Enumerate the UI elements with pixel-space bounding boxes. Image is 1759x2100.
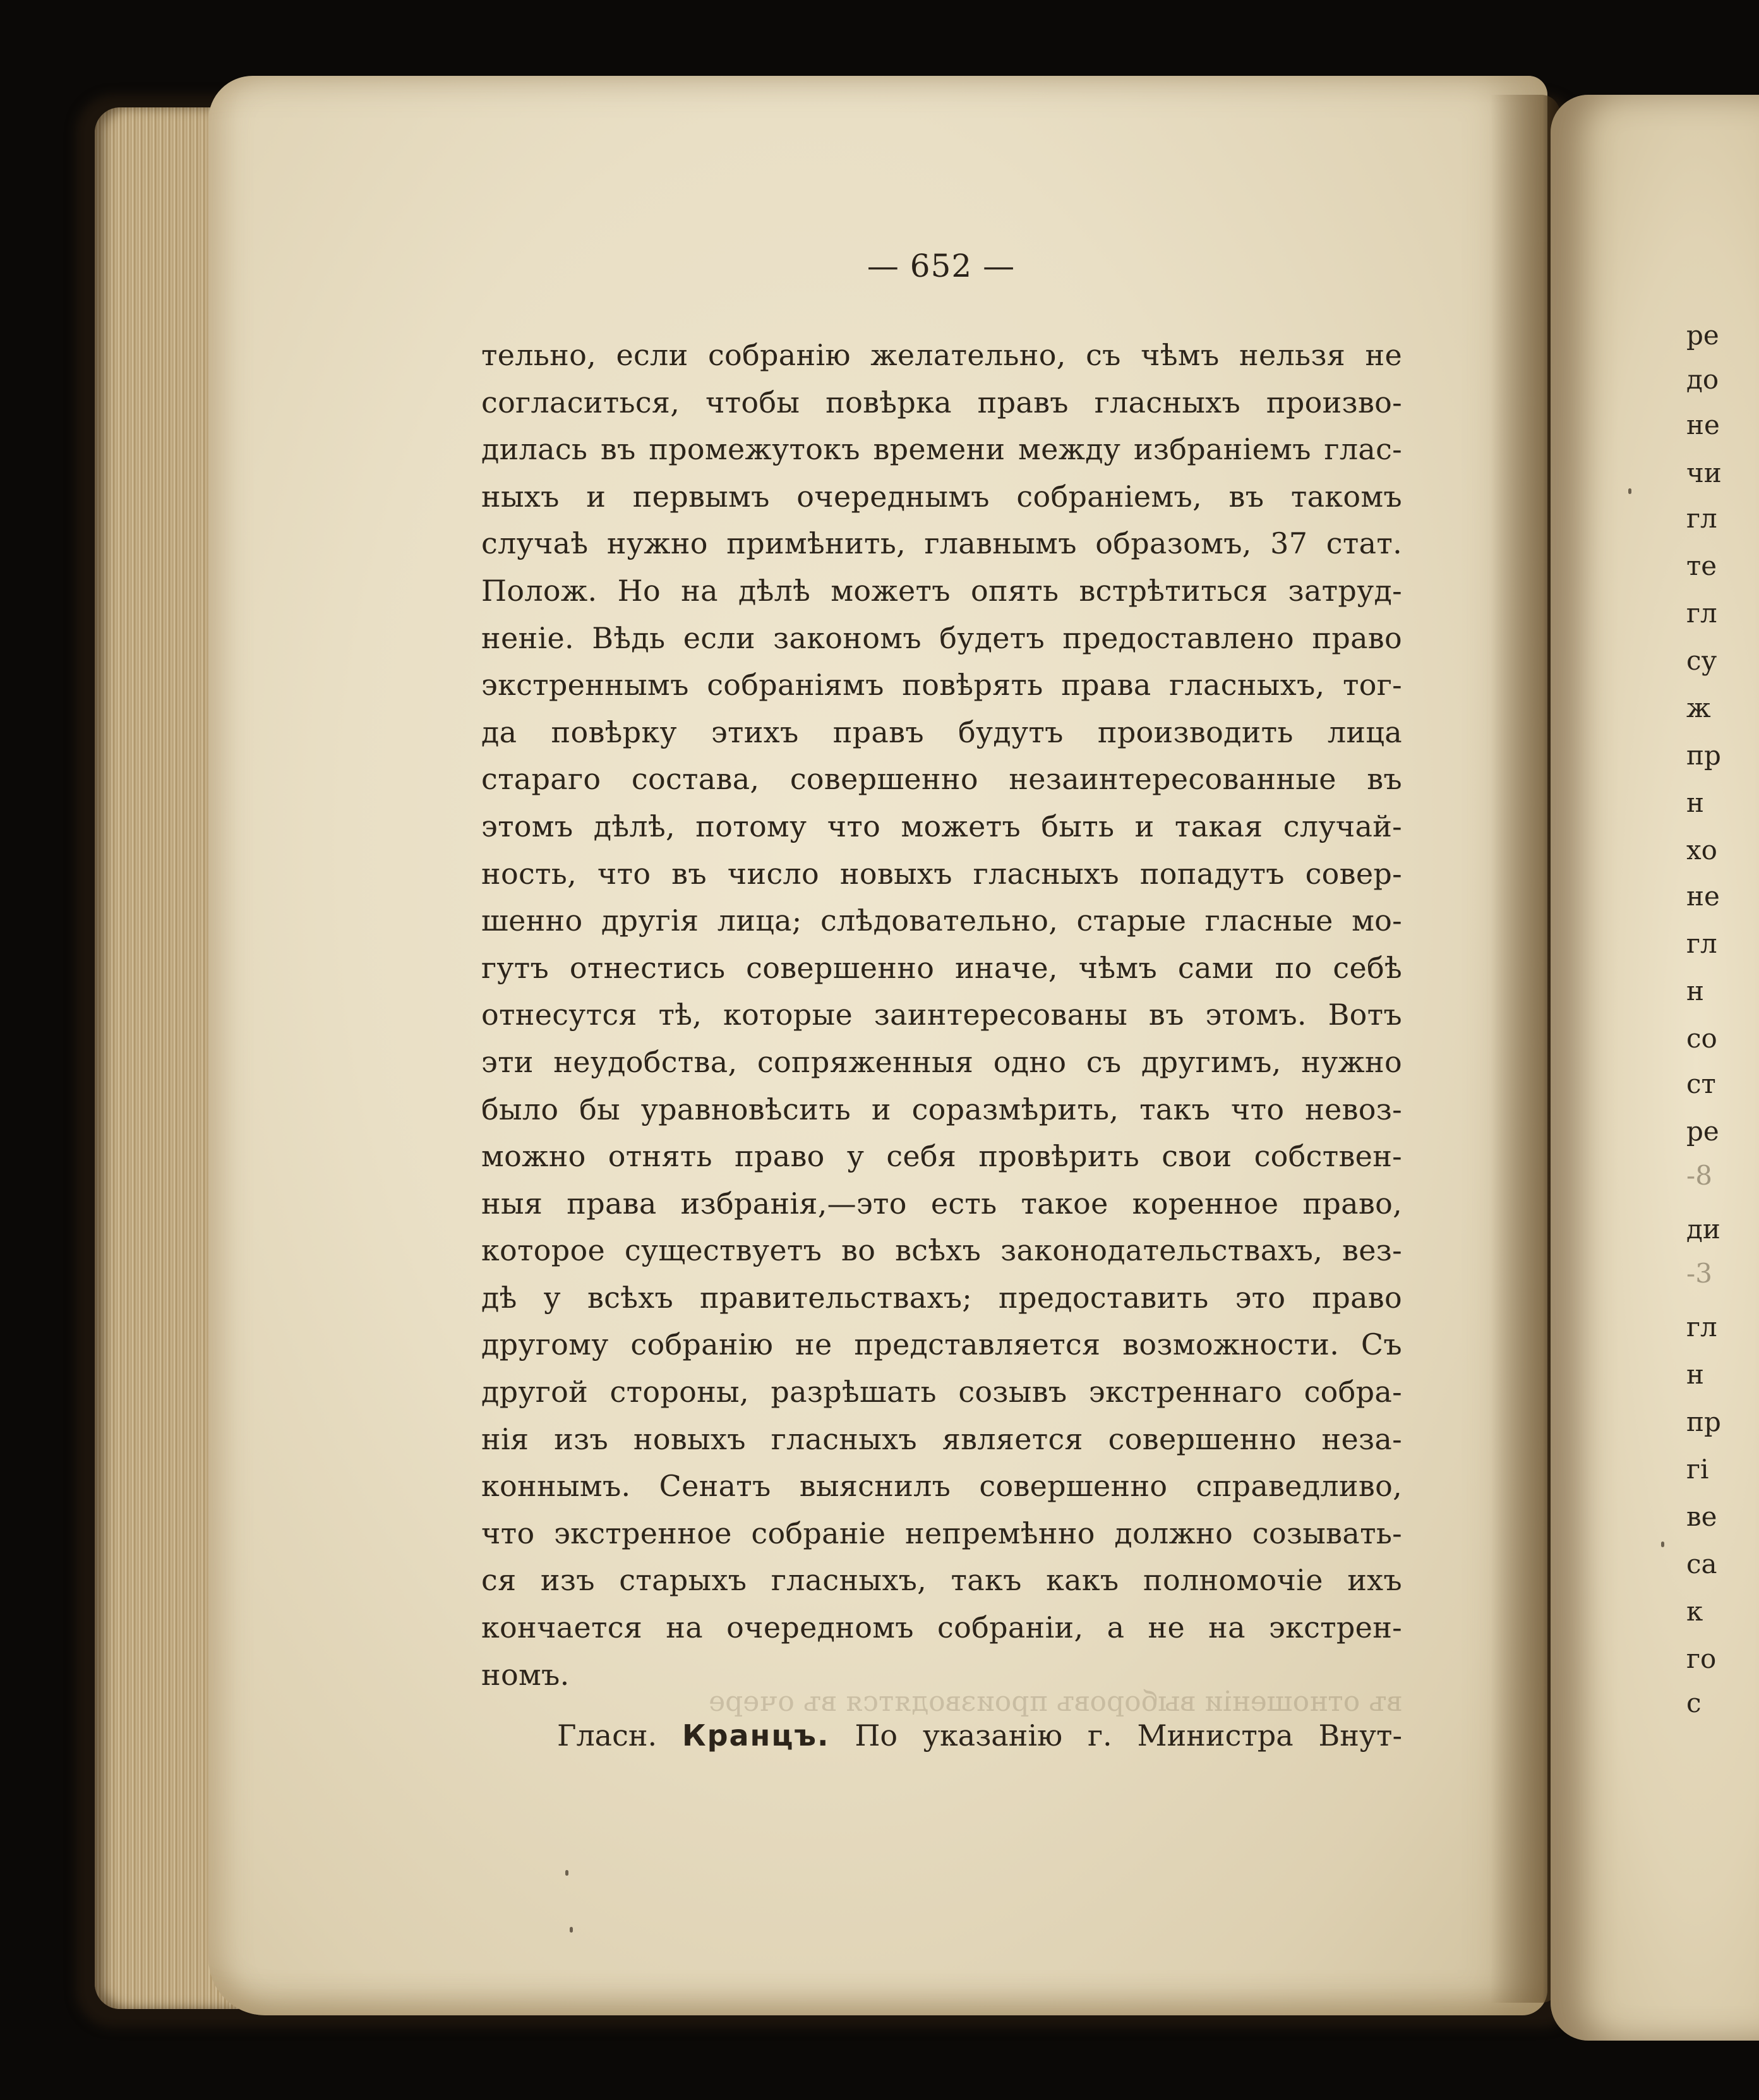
text-line: отнесутся тѣ, которые заинтересованы въ этомъ. Вотъ xyxy=(481,998,1402,1032)
text-line: шенно другія лица; слѣдовательно, старые гласные мо- xyxy=(481,903,1402,938)
page-number: — 652 — xyxy=(867,248,1016,284)
text-line: можно отнять право у себя провѣрить свои собствен- xyxy=(481,1139,1402,1174)
text-line: дѣ у всѣхъ правительствахъ; предоставить это право xyxy=(481,1280,1402,1315)
text-line: Полож. Но на дѣлѣ можетъ опять встрѣтиться затруд- xyxy=(481,573,1402,608)
text-line: ныхъ и первымъ очереднымъ собраніемъ, въ такомъ xyxy=(481,479,1402,514)
facing-text-fragment: гл xyxy=(1686,598,1717,629)
facing-text-fragment: гі xyxy=(1686,1454,1709,1485)
text-line: нія изъ новыхъ гласныхъ является совершенно неза- xyxy=(481,1421,1402,1456)
text-line: номъ. xyxy=(481,1657,570,1692)
text-line: неніе. Вѣдь если закономъ будетъ предоставлено право xyxy=(481,620,1402,655)
speck xyxy=(1661,1542,1664,1547)
text-column xyxy=(481,332,1402,1759)
facing-page xyxy=(1551,95,1759,2041)
text-line: ность, что въ число новыхъ гласныхъ попадутъ совер- xyxy=(481,856,1402,891)
facing-text-fragment: ди xyxy=(1686,1214,1720,1245)
speck xyxy=(570,1927,573,1933)
text-line: было бы уравновѣсить и соразмѣрить, такъ что невоз- xyxy=(481,1092,1402,1126)
speaker-line xyxy=(481,1712,1402,1759)
facing-text-fragment: до xyxy=(1686,364,1719,395)
text-line: ся изъ старыхъ гласныхъ, такъ какъ полномочіе ихъ xyxy=(481,1563,1402,1598)
text-line: ныя права избранія,—это есть такое коренное право, xyxy=(481,1186,1402,1221)
speck xyxy=(1628,488,1631,494)
facing-text-fragment: хо xyxy=(1686,835,1717,866)
bleed-through-text: въ отношеніи выборовъ производятся въ очере xyxy=(709,1686,1402,1718)
speaker-title: Гласн. xyxy=(557,1718,657,1753)
facing-text-fragment: пр xyxy=(1686,1406,1721,1437)
text-line: согласиться, чтобы повѣрка правъ гласныхъ произво- xyxy=(481,385,1402,419)
facing-text-fragment: н xyxy=(1686,787,1704,818)
text-line: эти неудобства, сопряженныя одно съ другимъ, нужно xyxy=(481,1044,1402,1079)
facing-text-fragment: ре xyxy=(1686,1116,1719,1147)
text-line: тельно, если собранію желательно, съ чѣмъ нельзя не xyxy=(481,338,1402,372)
text-line: да повѣрку этихъ правъ будутъ производить лица xyxy=(481,715,1402,749)
text-line: коннымъ. Сенатъ выяснилъ совершенно справедливо, xyxy=(481,1469,1402,1504)
speaker-name: Кранцъ. xyxy=(681,1718,830,1753)
facing-text-fragment: су xyxy=(1686,645,1717,676)
text-line: кончается на очередномъ собраніи, а не на экстрен- xyxy=(481,1610,1402,1645)
text-line: экстреннымъ собраніямъ повѣрять права гласныхъ, тог- xyxy=(481,668,1402,703)
facing-text-fragment: к xyxy=(1686,1596,1703,1627)
facing-text-fragment: са xyxy=(1686,1548,1717,1579)
facing-text-fragment: н xyxy=(1686,975,1704,1006)
facing-text-fragment: ре xyxy=(1686,320,1719,351)
text-line: случаѣ нужно примѣнить, главнымъ образомъ, 37 стат. xyxy=(481,526,1402,561)
text-line: другой стороны, разрѣшать созывъ экстреннаго собра- xyxy=(481,1375,1402,1409)
text-line: которое существуетъ во всѣхъ законодательствахъ, вез- xyxy=(481,1233,1402,1268)
facing-text-fragment: не xyxy=(1686,881,1720,912)
speck xyxy=(565,1870,568,1876)
facing-text-fragment: с xyxy=(1686,1687,1702,1718)
facing-text-fragment: те xyxy=(1686,550,1717,581)
facing-text-fragment: чи xyxy=(1686,457,1722,488)
gutter xyxy=(1491,95,1560,2003)
facing-text-fragment: -8 xyxy=(1686,1160,1712,1191)
text-line: другому собранію не представляется возможности. Съ xyxy=(481,1327,1402,1362)
facing-text-fragment: пр xyxy=(1686,740,1721,771)
facing-text-fragment: гл xyxy=(1686,928,1717,959)
facing-text-fragment: ж xyxy=(1686,692,1711,723)
speaker-text: По указанію г. Министра Внут- xyxy=(855,1718,1402,1753)
text-line: дилась въ промежутокъ времени между избраніемъ глас- xyxy=(481,432,1402,467)
text-line: гутъ отнестись совершенно иначе, чѣмъ сами по себѣ xyxy=(481,950,1402,985)
text-line: стараго состава, совершенно незаинтересованные въ xyxy=(481,762,1402,797)
facing-text-fragment: не xyxy=(1686,409,1720,440)
text-line: этомъ дѣлѣ, потому что можетъ быть и такая случай- xyxy=(481,809,1402,843)
facing-text-fragment: гл xyxy=(1686,1312,1717,1343)
text-line: что экстренное собраніе непремѣнно должно созывать- xyxy=(481,1516,1402,1550)
facing-text-fragment: -3 xyxy=(1686,1258,1712,1289)
facing-text-fragment: со xyxy=(1686,1023,1717,1054)
facing-text-fragment: н xyxy=(1686,1359,1704,1390)
facing-text-fragment: гл xyxy=(1686,503,1717,534)
facing-text-fragment: ве xyxy=(1686,1501,1717,1532)
facing-text-fragment: ст xyxy=(1686,1068,1716,1099)
facing-text-fragment: го xyxy=(1686,1643,1717,1674)
